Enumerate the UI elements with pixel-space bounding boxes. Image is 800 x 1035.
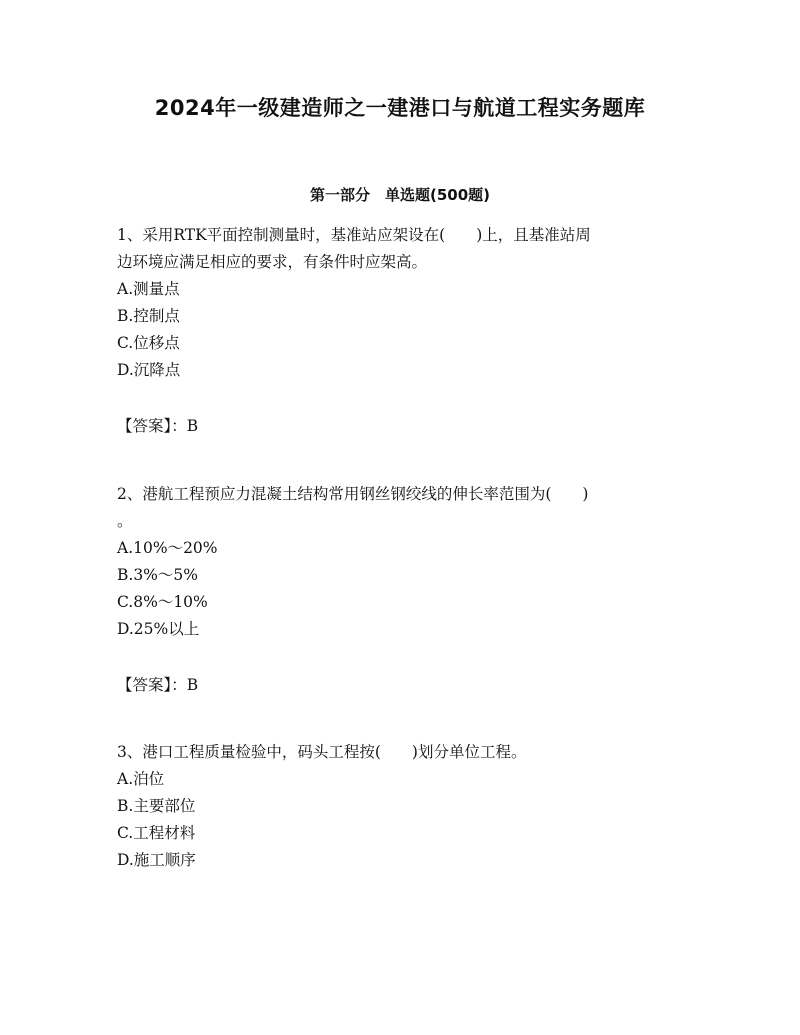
option-a: A.测量点 xyxy=(117,280,180,298)
option-d: D.施工顺序 xyxy=(117,851,196,869)
document-title: 2024年一级建造师之一建港口与航道工程实务题库 xyxy=(154,96,646,120)
question-2 xyxy=(117,481,683,643)
option-c: C.工程材料 xyxy=(117,824,196,842)
option-b: B.主要部位 xyxy=(117,797,196,815)
section-heading: 第一部分 单选题(500题) xyxy=(309,186,491,204)
question-text-line: 1、采用RTK平面控制测量时，基准站应架设在( )上，且基准站周 xyxy=(117,226,591,244)
option-d: D.沉降点 xyxy=(117,361,181,379)
option-b: B.3%～5% xyxy=(117,566,198,584)
option-a: A.泊位 xyxy=(117,770,165,788)
option-b: B.控制点 xyxy=(117,307,180,325)
option-c: C.8%～10% xyxy=(117,593,208,611)
question-text-line: 边环境应满足相应的要求，有条件时应架高。 xyxy=(117,253,428,271)
option-a: A.10%～20% xyxy=(117,539,218,557)
question-1 xyxy=(117,222,683,384)
question-text-line: 。 xyxy=(117,512,133,530)
option-d: D.25%以上 xyxy=(117,620,200,638)
question-3 xyxy=(117,739,683,874)
question-text-line: 2、港航工程预应力混凝土结构常用钢丝钢绞线的伸长率范围为( ) xyxy=(117,485,589,503)
option-c: C.位移点 xyxy=(117,334,180,352)
answer-2: 【答案】：B xyxy=(117,676,199,694)
question-text-line: 3、港口工程质量检验中，码头工程按( )划分单位工程。 xyxy=(117,743,527,761)
answer-1: 【答案】：B xyxy=(117,417,199,435)
